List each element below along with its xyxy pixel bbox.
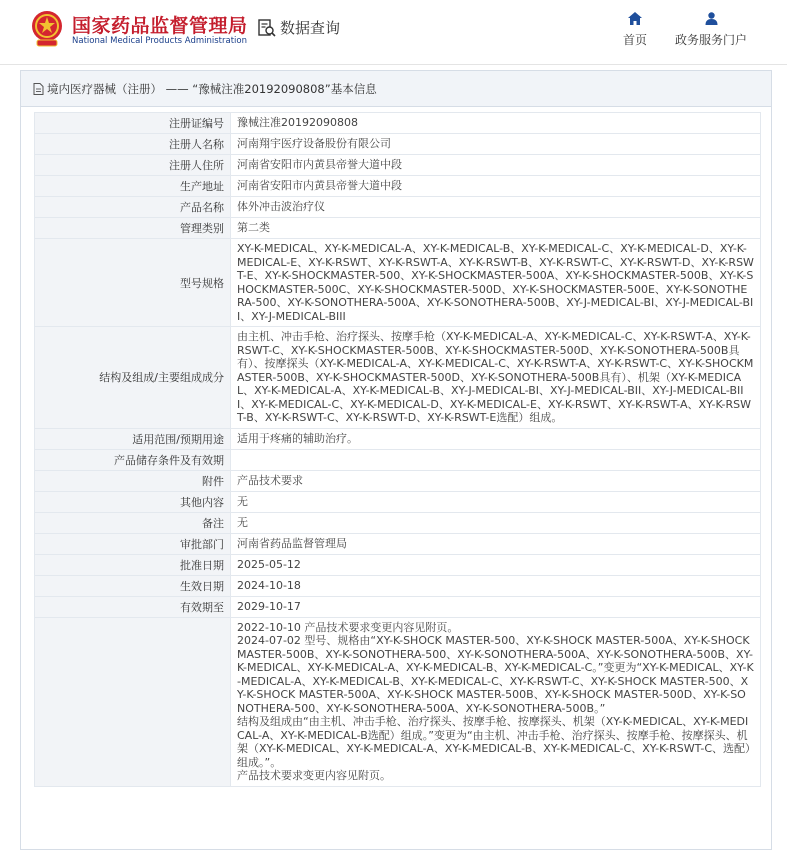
row-label: 型号规格 (35, 239, 231, 327)
row-value: 河南翔宇医疗设备股份有限公司 (231, 134, 761, 155)
row-label (35, 617, 231, 786)
detail-panel (20, 70, 772, 850)
nav-service-portal[interactable] (671, 12, 751, 48)
row-value: 2025-05-12 (231, 554, 761, 575)
row-value: 无 (231, 512, 761, 533)
data-query-link[interactable] (257, 17, 340, 38)
table-row (35, 428, 761, 449)
table-row (35, 134, 761, 155)
row-label: 批准日期 (35, 554, 231, 575)
row-value: XY-K-MEDICAL、XY-K-MEDICAL-A、XY-K-MEDICAL-B、XY-K-MEDICAL-C、XY-K-MEDICAL-D、XY-K-MEDICAL-E、XY-K-RSWT、XY-K-RSWT-A、XY-K-RSWT-B、XY-K-RSWT-C、XY-K-RSWT-D、XY-K-RSWT-E、XY-K-SHOCKMASTER-500、XY-K-SHOCKMASTER-500A、XY-K-SHOCKMASTER-500B、XY-K-SHOCKMASTER-500C、XY-K-SHOCKMASTER-500D、XY-K-SHOCKMASTER-500E、XY-K-SONOTHERA-500、XY-K-SONOTHERA-500A、XY-K-SONOTHERA-500B、XY-J-MEDICAL-BI、XY-J-MEDICAL-BII、XY-J-MEDICAL-BIII (231, 239, 761, 327)
row-label: 备注 (35, 512, 231, 533)
row-label: 注册人住所 (35, 155, 231, 176)
row-value: 2029-10-17 (231, 596, 761, 617)
change-note: 2022-10-10 产品技术要求变更内容见附页。 (237, 620, 459, 634)
panel-title-bar (21, 71, 771, 107)
row-label: 产品名称 (35, 197, 231, 218)
table-row (35, 617, 761, 786)
data-query-label: 数据查询 (280, 19, 341, 37)
national-emblem-icon (30, 9, 64, 49)
change-note: 2024-07-02 型号、规格由“XY-K-SHOCK MASTER-500、XY-K-SHOCK MASTER-500A、XY-K-SHOCK MASTER-500B、XY-K-SONOTHERA-500、XY-K-SONOTHERA-500A、XY-K-SONOTHERA-500B、XY-K-MEDICAL、XY-K-MEDICAL-A、XY-K-MEDICAL-B、XY-K-MEDICAL-C。”变更为“XY-K-MEDICAL、XY-K-MEDICAL-A、XY-K-MEDICAL-B、XY-K-MEDICAL-C、XY-K-RSWT-C、XY-K-SHOCK MASTER-500、XY-K-SHOCK MASTER-500A、XY-K-SHOCK MASTER-500B、XY-K-SHOCK MASTER-500D、XY-K-SONOTHERA-500、XY-K-SONOTHERA-500A、XY-K-SONOTHERA-500B。” (237, 634, 754, 715)
row-label: 注册证编号 (35, 113, 231, 134)
home-icon (628, 12, 642, 25)
panel-title: 境内医疗器械（注册） —— “豫械注准20192090808”基本信息 (47, 81, 377, 96)
row-value: 河南省药品监督管理局 (231, 533, 761, 554)
table-row (35, 470, 761, 491)
change-history (231, 617, 761, 786)
row-label: 结构及组成/主要组成成分 (35, 327, 231, 429)
table-row (35, 218, 761, 239)
row-label: 管理类别 (35, 218, 231, 239)
table-row (35, 596, 761, 617)
row-label: 生产地址 (35, 176, 231, 197)
change-note: 结构及组成由“由主机、冲击手枪、治疗探头、按摩手枪、按摩探头、机架（XY-K-MEDICAL、XY-K-MEDICAL-A、XY-K-MEDICAL-B选配）组成。”变更为“由主机、冲击手枪、治疗探头、按摩手枪、按摩探头、机架（XY-K-MEDICAL、XY-K-MEDICAL-A、XY-K-MEDICAL-B、XY-K-MEDICAL-C、XY-K-RSWT-C、选配）组成。”。 (237, 715, 751, 769)
row-label: 其他内容 (35, 491, 231, 512)
row-value: 产品技术要求 (231, 470, 761, 491)
table-row (35, 113, 761, 134)
table-row (35, 327, 761, 429)
row-label: 注册人名称 (35, 134, 231, 155)
row-label: 生效日期 (35, 575, 231, 596)
nav-home-label: 首页 (622, 33, 647, 47)
nav-service-portal-label: 政务服务门户 (674, 33, 747, 47)
row-value: 第二类 (231, 218, 761, 239)
document-icon (33, 83, 44, 95)
table-row (35, 155, 761, 176)
table-row (35, 512, 761, 533)
site-name-en: National Medical Products Administration (72, 36, 247, 46)
row-value: 适用于疼痛的辅助治疗。 (231, 428, 761, 449)
nav-home[interactable] (620, 12, 650, 48)
row-label: 适用范围/预期用途 (35, 428, 231, 449)
row-value: 河南省安阳市内黄县帝誉大道中段 (231, 155, 761, 176)
row-value (231, 449, 761, 470)
row-value: 豫械注准20192090808 (231, 113, 761, 134)
row-label: 有效期至 (35, 596, 231, 617)
site-header (0, 0, 787, 64)
row-value: 由主机、冲击手枪、治疗探头、按摩手枪（XY-K-MEDICAL-A、XY-K-MEDICAL-C、XY-K-RSWT-A、XY-K-RSWT-C、XY-K-SHOCKMASTER-500B、XY-K-SHOCKMASTER-500D、XY-K-SONOTHERA-500B具有）、按摩探头（XY-K-MEDICAL-A、XY-K-MEDICAL-C、XY-K-RSWT-A、XY-K-RSWT-C、XY-K-SHOCKMASTER-500B、XY-K-SHOCKMASTER-500D、XY-K-SONOTHERA-500B具有）、机架（XY-K-MEDICAL、XY-K-MEDICAL-A、XY-K-MEDICAL-B、XY-J-MEDICAL-BI、XY-J-MEDICAL-BII、XY-J-MEDICAL-BIII、XY-K-MEDICAL-C、XY-K-MEDICAL-D、XY-K-MEDICAL-E、XY-K-RSWT、XY-K-RSWT-A、XY-K-RSWT-B、XY-K-RSWT-C、XY-K-RSWT-D、XY-K-RSWT-E选配）组成。 (231, 327, 761, 429)
row-value: 河南省安阳市内黄县帝誉大道中段 (231, 176, 761, 197)
row-value: 2024-10-18 (231, 575, 761, 596)
table-row (35, 554, 761, 575)
row-label: 产品储存条件及有效期 (35, 449, 231, 470)
change-note: 产品技术要求变更内容见附页。 (237, 769, 391, 782)
info-table (34, 112, 761, 787)
table-row (35, 449, 761, 470)
table-row (35, 239, 761, 327)
row-label: 附件 (35, 470, 231, 491)
user-icon (705, 12, 718, 25)
table-row (35, 575, 761, 596)
table-row (35, 197, 761, 218)
header-divider (0, 64, 787, 65)
row-value: 体外冲击波治疗仪 (231, 197, 761, 218)
table-row (35, 533, 761, 554)
site-name-cn[interactable]: 国家药品监督管理局 (72, 15, 248, 37)
table-row (35, 176, 761, 197)
row-label: 审批部门 (35, 533, 231, 554)
document-search-icon (257, 18, 277, 38)
row-value: 无 (231, 491, 761, 512)
table-row (35, 491, 761, 512)
